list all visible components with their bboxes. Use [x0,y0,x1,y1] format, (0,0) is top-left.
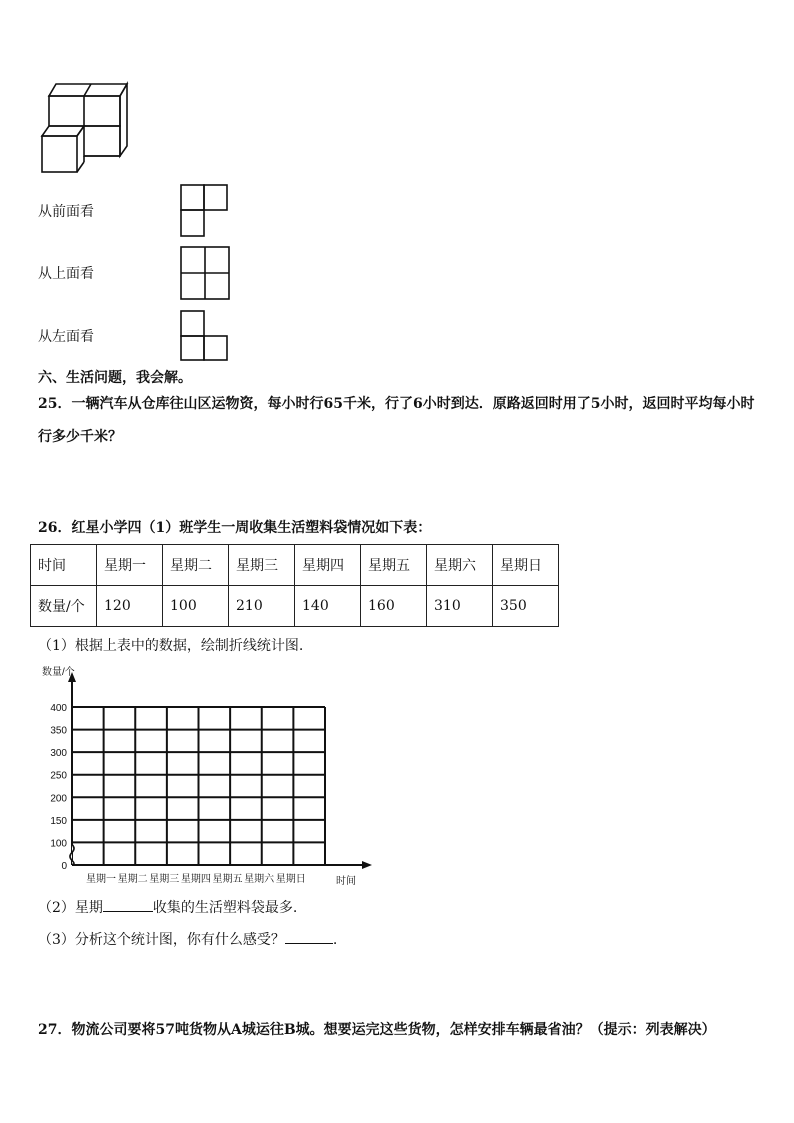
table-cell: 数量/个 [31,586,97,627]
x-tick-label: 星期四 [180,874,211,885]
table-cell: 星期一 [97,545,163,586]
table-cell: 星期六 [427,545,493,586]
sub3-prefix: （3）分析这个统计图，你有什么感受？ [38,932,285,948]
y-tick-label: 100 [50,838,67,850]
front-view-label: 从前面看 [38,204,94,220]
y-tick-label: 0 [61,861,67,872]
y-tick-label: 200 [50,793,67,805]
y-tick-label: 300 [50,748,67,760]
y-axis-label: 数量/个 [42,667,75,678]
x-tick-label: 星期六 [244,874,275,885]
x-tick-label: 星期日 [275,874,306,885]
table-cell: 星期五 [361,545,427,586]
question-26-sub3 [38,929,337,949]
answer-blank-weekday[interactable] [103,897,153,912]
y-tick-label: 400 [50,703,67,714]
question-26-sub2 [38,897,297,917]
table-cell: 星期三 [229,545,295,586]
table-cell: 星期日 [493,545,559,586]
y-tick-label: 350 [50,725,67,737]
y-tick-label: 250 [50,770,67,782]
table-cell: 星期二 [163,545,229,586]
question-25-line1: 25．一辆汽车从仓库往山区运物资，每小时行65千米，行了6小时到达．原路返回时用了5小时，返回时平均每小时 [38,396,755,412]
x-tick-label: 星期二 [117,874,148,885]
table-cell: 160 [361,586,427,627]
table-cell: 星期四 [295,545,361,586]
x-axis-arrow [362,861,372,869]
x-tick-label: 星期一 [86,874,116,885]
answer-blank-feeling[interactable] [285,929,333,944]
question-25-line2: 行多少千米？ [38,429,122,445]
x-tick-label: 星期三 [149,874,180,885]
sub2-prefix: （2）星期 [38,900,103,916]
table-cell: 100 [163,586,229,627]
x-axis-label: 时间 [336,876,356,887]
sub2-suffix: 收集的生活塑料袋最多. [152,900,298,916]
x-tick-label: 星期五 [212,874,243,885]
top-view-label: 从上面看 [38,266,94,282]
table-cell: 时间 [31,545,97,586]
left-view-label: 从左面看 [38,329,94,345]
table-cell: 210 [229,586,295,627]
question-27-text: 27．物流公司要将57吨货物从A城运往B城。想要运完这些货物，怎样安排车辆最省油？（提示：列表解决） [38,1022,716,1038]
table-cell: 310 [427,586,493,627]
question-26-sub1: （1）根据上表中的数据，绘制折线统计图. [38,638,304,654]
table-cell: 120 [97,586,163,627]
section-six-title: 六、生活问题，我会解。 [38,370,192,386]
question-26-intro: 26．红星小学四（1）班学生一周收集生活塑料袋情况如下表： [38,520,432,536]
sub3-suffix: . [332,932,338,948]
y-tick-label: 150 [50,815,67,827]
table-cell: 140 [295,586,361,627]
table-cell: 350 [493,586,559,627]
axis-break-icon [70,844,74,864]
